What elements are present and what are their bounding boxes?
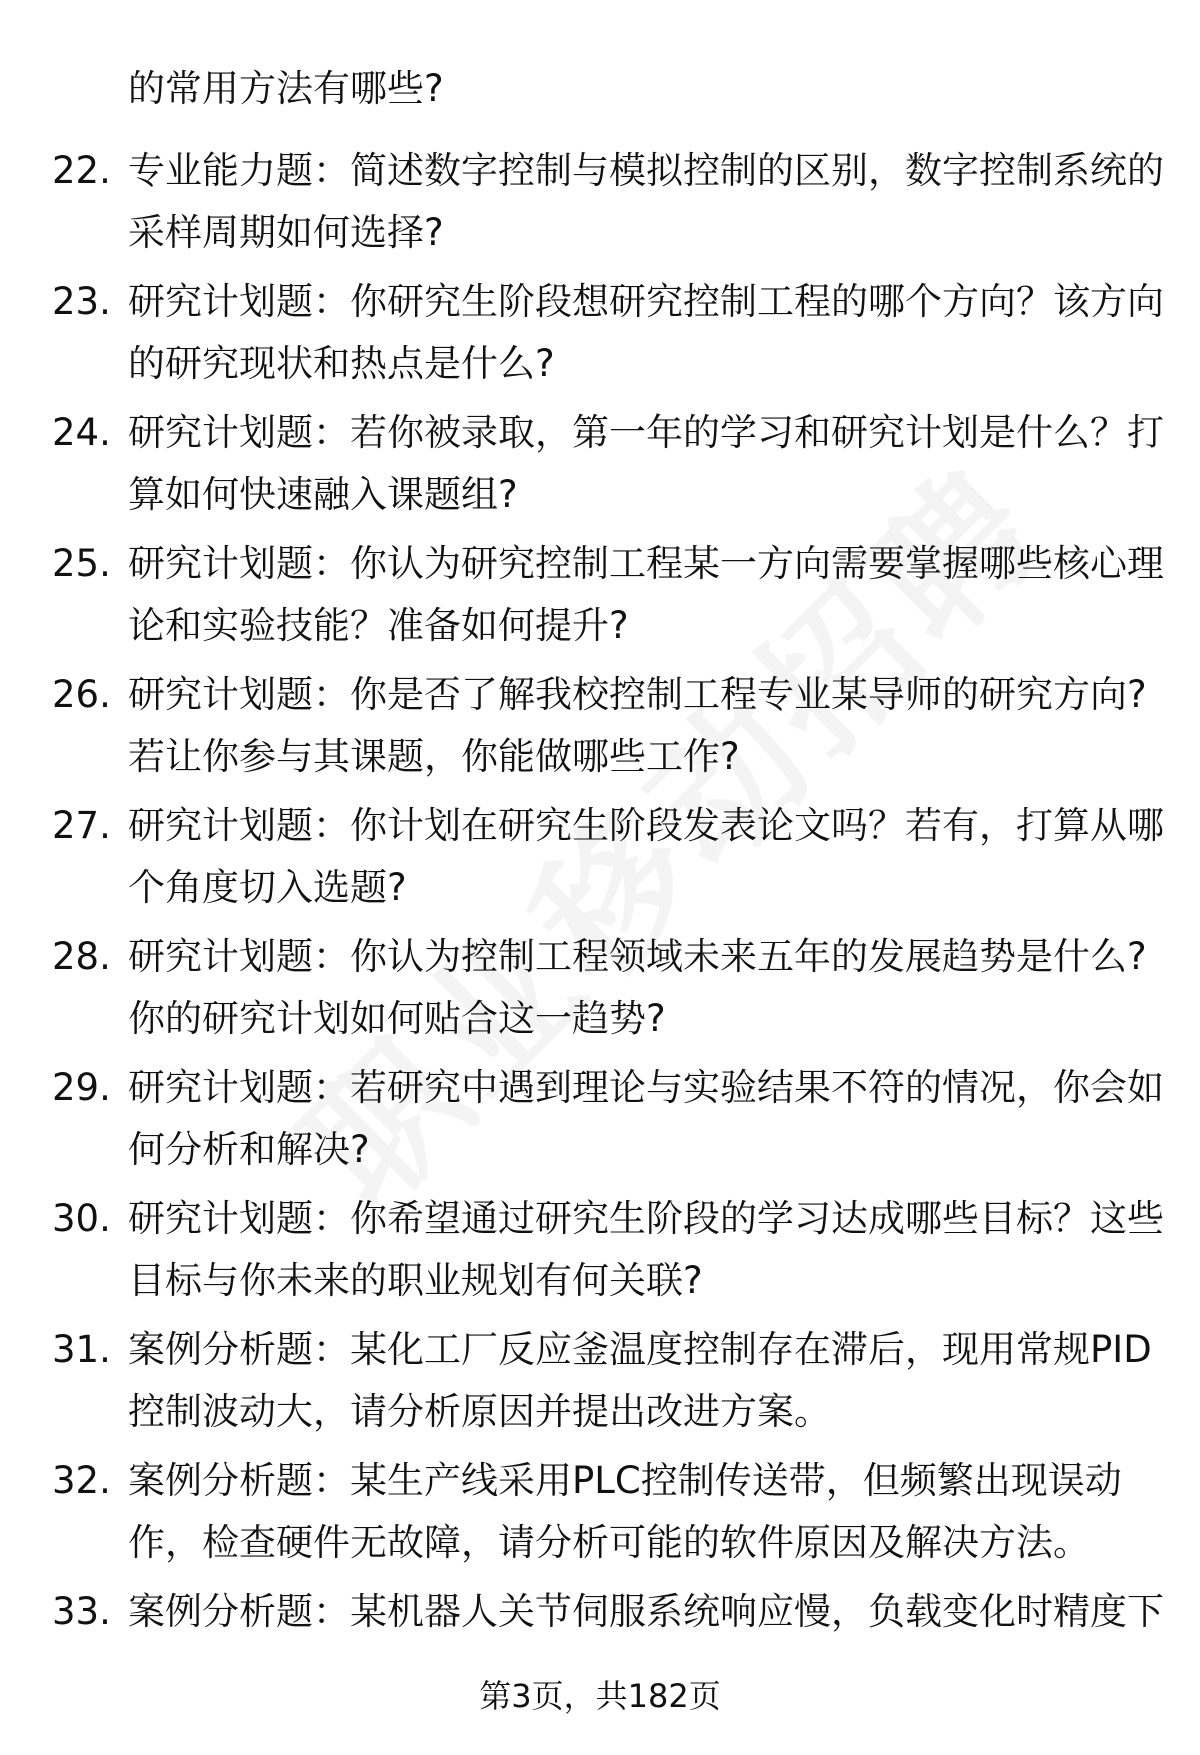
question-text <box>128 1581 1164 1643</box>
question-line: 研究计划题：你研究生阶段想研究控制工程的哪个方向？该方向 <box>128 280 1164 323</box>
question-item <box>0 1319 1200 1450</box>
question-line: 研究计划题：你是否了解我校控制工程专业某导师的研究方向? <box>128 673 1147 716</box>
question-text <box>128 1188 1164 1312</box>
question-item <box>0 664 1200 795</box>
question-text <box>128 1057 1164 1181</box>
question-line: 研究计划题：你希望通过研究生阶段的学习达成哪些目标？这些 <box>128 1197 1164 1240</box>
question-item <box>0 1450 1200 1581</box>
question-line: 作，检查硬件无故障，请分析可能的软件原因及解决方法。 <box>128 1521 1090 1564</box>
page-footer: 第3页，共182页 <box>479 1677 721 1715</box>
question-line: 算如何快速融入课题组? <box>128 473 518 516</box>
question-item <box>0 795 1200 926</box>
question-text <box>128 1450 1138 1574</box>
question-number: 26. <box>52 673 111 716</box>
continued-question-text: 的常用方法有哪些? <box>128 67 444 110</box>
question-item <box>0 140 1200 271</box>
question-text <box>128 926 1147 1050</box>
question-line: 你的研究计划如何贴合这一趋势? <box>128 997 666 1040</box>
question-number: 22. <box>52 149 111 192</box>
question-line: 论和实验技能？准备如何提升? <box>128 604 629 647</box>
question-line: 的研究现状和热点是什么? <box>128 342 555 385</box>
question-item <box>0 1188 1200 1319</box>
question-line: 若让你参与其课题，你能做哪些工作? <box>128 735 740 778</box>
question-text <box>128 1319 1152 1443</box>
question-line: 案例分析题：某化工厂反应釜温度控制存在滞后，现用常规PID <box>128 1328 1152 1371</box>
question-text <box>128 533 1164 657</box>
question-number: 28. <box>52 935 111 978</box>
question-item <box>0 271 1200 402</box>
question-line: 控制波动大，请分析原因并提出改进方案。 <box>128 1390 831 1433</box>
question-line: 研究计划题：你计划在研究生阶段发表论文吗？若有，打算从哪 <box>128 804 1164 847</box>
question-list <box>0 140 1200 1712</box>
question-text <box>128 795 1164 919</box>
question-text <box>128 664 1147 788</box>
question-line: 研究计划题：若研究中遇到理论与实验结果不符的情况，你会如 <box>128 1066 1164 1109</box>
question-text <box>128 402 1164 526</box>
question-number: 23. <box>52 280 111 323</box>
question-number: 29. <box>52 1066 111 1109</box>
question-number: 25. <box>52 542 111 585</box>
question-line: 目标与你未来的职业规划有何关联? <box>128 1259 703 1302</box>
question-item <box>0 926 1200 1057</box>
question-line: 案例分析题：某生产线采用PLC控制传送带，但频繁出现误动 <box>128 1459 1122 1502</box>
question-text <box>128 271 1164 395</box>
question-line: 何分析和解决? <box>128 1128 370 1171</box>
question-item <box>0 1057 1200 1188</box>
question-number: 33. <box>52 1590 111 1633</box>
question-number: 31. <box>52 1328 111 1371</box>
question-line: 案例分析题：某机器人关节伺服系统响应慢，负载变化时精度下 <box>128 1590 1164 1633</box>
question-number: 32. <box>52 1459 111 1502</box>
question-item <box>0 402 1200 533</box>
question-line: 采样周期如何选择? <box>128 211 444 254</box>
question-line: 研究计划题：若你被录取，第一年的学习和研究计划是什么？打 <box>128 411 1164 454</box>
question-text <box>128 140 1164 264</box>
question-item <box>0 533 1200 664</box>
question-line: 研究计划题：你认为研究控制工程某一方向需要掌握哪些核心理 <box>128 542 1164 585</box>
question-number: 30. <box>52 1197 111 1240</box>
question-line: 研究计划题：你认为控制工程领域未来五年的发展趋势是什么? <box>128 935 1147 978</box>
question-line: 个角度切入选题? <box>128 866 407 909</box>
question-number: 24. <box>52 411 111 454</box>
question-number: 27. <box>52 804 111 847</box>
question-line: 专业能力题：简述数字控制与模拟控制的区别，数字控制系统的 <box>128 149 1164 192</box>
